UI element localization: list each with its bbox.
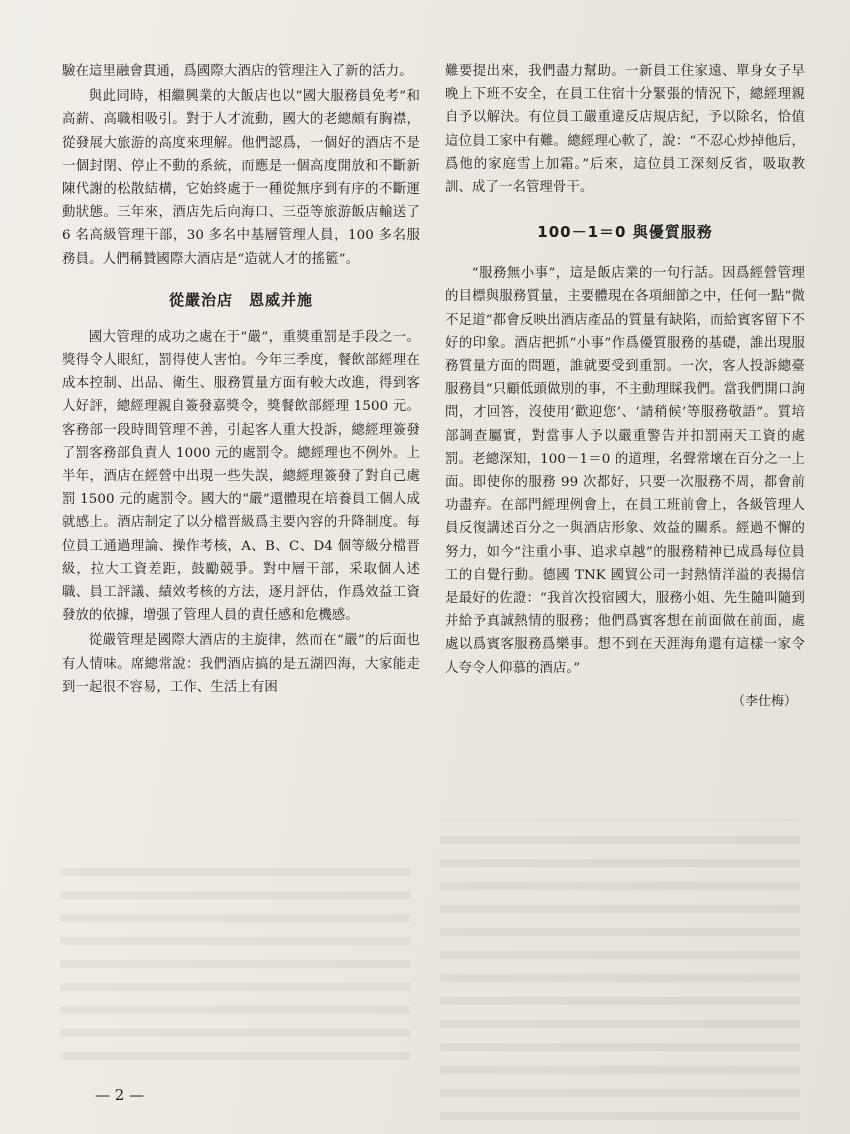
section-heading: 從嚴治店 恩威并施 — [168, 290, 313, 309]
bleed-through-text — [440, 820, 800, 1120]
author-byline: （李仕梅） — [731, 693, 797, 709]
paragraph: 驗在這里融會貫通，爲國際大酒店的管理注入了新的活力。 — [62, 64, 413, 79]
bleed-through-text — [60, 860, 410, 1060]
right-column — [445, 60, 805, 709]
paragraph: “服務無小事”，這是飯店業的一句行話。因爲經營管理的目標與服務質量，主要體現在各項細節之中，任何一點“微不足道”都會反映出酒店產品的質量有缺陷，而給賓客留下不好的印象。酒店把抓“小事”作爲優質服務的基礎，誰出現服務質量方面的問題，誰就要受到重罰。一次，客人投訴總臺服務員“只顧低頭做別的事，不主動理睬我們。當我們開口詢問，才回答，沒使用‘歡迎您’、‘請稍候’等服務敬語”。質培部調查屬實，對當事人予以嚴重警告并扣罰兩天工資的處罰。老總深知，100－1＝0 的道理，名聲常壞在百分之一上面。即使你的服務 99 次都好，只要一次服務不周，都會前功盡弃。在部門經理例會上，在員工班前會上，各級管理人員反復講述百分之一與酒店形象、效益的關系。經過不懈的努力，如今“注重小事、追求卓越”的服務精神已成爲每位員工的自覺行動。德國 TNK 國貿公司一封熱情洋溢的表揚信是最好的佐證：“我首次投宿國大，服務小姐、先生隨叫隨到并給予真誠熱情的服務；他們爲賓客想在前面做在前面，處處以爲賓客服務爲樂事。想不到在天涯海角還有這樣一家令人夸令人仰慕的酒店。” — [445, 266, 805, 676]
paragraph: 從嚴管理是國際大酒店的主旋律，然而在“嚴”的后面也有人情味。席總常說：我們酒店搞的是五湖四海，大家能走到一起很不容易，工作、生活上有困 — [62, 633, 420, 695]
left-column — [62, 60, 420, 701]
paragraph: 國大管理的成功之處在于“嚴”，重獎重罰是手段之一。獎得令人眼紅，罰得使人害怕。今年三季度，餐飲部經理在成本控制、出品、衛生、服務質量方面有較大改進，得到客人好評，總經理親自簽發嘉獎令，獎餐飲部經理 1500 元。客務部一段時間管理不善，引起客人重大投訴，總經理簽發了罰客務部負責人 1000 元的處罰令。總經理也不例外。上半年，酒店在經營中出現一些失誤，總經理簽發了對自己處罰 1500 元的處罰令。國大的“嚴”還體現在培養員工個人成就感上。酒店制定了以分檔晋級爲主要內容的升降制度。每位員工通過理論、操作考核，A、B、C、D4 個等級分檔晋級，拉大工資差距，鼓勵競爭。對中層干部，采取個人述職、員工評議、績效考核的方法，逐月評估，作爲效益工資發放的依據，增强了管理人員的責任感和危機感。 — [62, 329, 420, 624]
paragraph: 難要提出來，我們盡力幫助。一新員工住家遠、單身女子早晚上下班不安全，在員工住宿十分緊張的情況下，總經理親自予以解決。有位員工嚴重違反店規店紀，予以除名，恰值這位員工家中有難。總經理心軟了，說：“不忍心炒掉他后，爲他的家庭雪上加霜。”后來，這位員工深刻反省，吸取教訓、成了一名管理骨干。 — [445, 64, 805, 196]
section-heading: 100－1＝0 與優質服務 — [537, 223, 713, 242]
page-number: — 2 — — [95, 1086, 145, 1104]
paragraph: 與此同時，相繼興業的大飯店也以“國大服務員免考”和高薪、高職相吸引。對于人才流動，國大的老總頗有胸襟，從發展大旅游的高度來理解。他們認爲，一個好的酒店不是一個封閉、停止不動的系統，而應是一個高度開放和不斷新陳代謝的松散結構，它始終處于一種從無序到有序的不斷運動狀態。三年來，酒店先后向海口、三亞等旅游飯店輸送了 6 名高級管理干部，30 多名中基層管理人員，100 多名服務員。人們稱贊國際大酒店是“造就人才的搖籃”。 — [62, 89, 420, 267]
